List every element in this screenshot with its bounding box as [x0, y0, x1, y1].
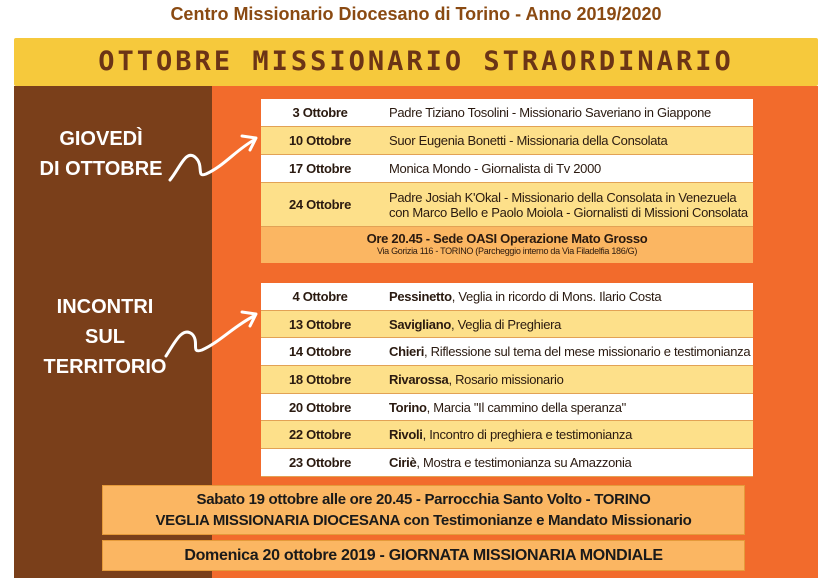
row-detail: , Marcia "Il cammino della speranza" — [426, 399, 626, 415]
vigil-box — [102, 485, 745, 535]
label-incontri-line1: INCONTRI — [56, 296, 154, 318]
row-detail: , Veglia in ricordo di Mons. Ilario Costa — [451, 288, 662, 304]
table-row — [261, 183, 753, 227]
row-place: Pessinetto — [389, 288, 452, 304]
row-detail: , Veglia di Preghiera — [451, 316, 562, 332]
row-desc-line2: con Marco Bello e Paolo Moiola - Giornalisti di Missioni Consolata — [389, 204, 748, 220]
page-title: Centro Missionario Diocesano di Torino - Anno 2019/2020 — [170, 4, 662, 24]
label-incontri-line3: TERRITORIO — [43, 356, 167, 378]
mission-day-text: Domenica 20 ottobre 2019 - GIORNATA MISSIONARIA MONDIALE — [184, 547, 663, 564]
row-place: Savigliano — [389, 316, 452, 332]
row-desc-line1: Padre Josiah K'Okal - Missionario della Consolata in Venezuela — [389, 189, 737, 205]
row-place: Rivarossa — [389, 371, 449, 387]
table-row — [261, 449, 753, 477]
row-detail: , Riflessione sul tema del mese missionario e testimonianza — [424, 344, 751, 360]
row-desc — [379, 317, 753, 332]
venue-main: Ore 20.45 - Sede OASI Operazione Mato Grosso — [366, 231, 648, 246]
row-date: 13 Ottobre — [288, 316, 351, 332]
table-row — [261, 366, 753, 394]
row-place: Ciriè — [389, 454, 417, 470]
row-date: 17 Ottobre — [288, 161, 351, 176]
row-date: 14 Ottobre — [288, 344, 351, 360]
row-date: 3 Ottobre — [292, 105, 348, 120]
table-row — [261, 311, 753, 339]
row-date: 22 Ottobre — [288, 427, 351, 443]
curly-arrow-icon — [162, 306, 262, 360]
label-incontri-line2: SUL — [85, 326, 125, 348]
row-desc — [379, 400, 753, 415]
row-desc — [379, 372, 753, 387]
row-date: 10 Ottobre — [288, 133, 351, 148]
row-date: 4 Ottobre — [292, 288, 348, 304]
table-row — [261, 338, 753, 366]
meetings-table — [261, 283, 753, 477]
row-place: Torino — [389, 399, 427, 415]
label-incontri — [30, 292, 180, 382]
row-place: Chieri — [389, 344, 425, 360]
thursday-table — [261, 99, 753, 263]
mission-day-box — [102, 540, 745, 571]
row-desc — [379, 190, 753, 220]
row-desc — [379, 289, 753, 304]
row-place: Rivoli — [389, 427, 423, 443]
row-desc: Padre Tiziano Tosolini - Missionario Saveriano in Giappone — [389, 105, 711, 120]
banner — [14, 38, 818, 86]
row-desc: Monica Mondo - Giornalista di Tv 2000 — [389, 161, 601, 176]
table-row — [261, 155, 753, 183]
table-row — [261, 127, 753, 155]
label-giovedi — [36, 124, 166, 184]
row-desc — [379, 427, 753, 442]
venue-sub: Via Gorizia 116 - TORINO (Parcheggio interno da Via Filadelfia 186/G) — [376, 246, 638, 256]
table-row — [261, 421, 753, 449]
row-date: 24 Ottobre — [288, 197, 351, 212]
curly-arrow-icon — [166, 128, 262, 184]
table-row — [261, 283, 753, 311]
row-date: 18 Ottobre — [288, 371, 351, 387]
vigil-line1: Sabato 19 ottobre alle ore 20.45 - Parrocchia Santo Volto - TORINO — [196, 491, 651, 508]
row-detail: , Rosario missionario — [448, 371, 564, 387]
row-detail: , Incontro di preghiera e testimonianza — [422, 427, 633, 443]
row-date: 23 Ottobre — [288, 454, 351, 470]
label-giovedi-line1: GIOVEDÌ — [59, 128, 143, 150]
row-desc — [379, 344, 753, 359]
label-giovedi-line2: DI OTTOBRE — [39, 158, 163, 180]
vigil-line2: VEGLIA MISSIONARIA DIOCESANA con Testimonianze e Mandato Missionario — [155, 512, 692, 529]
table-row — [261, 394, 753, 422]
row-detail: , Mostra e testimonianza su Amazzonia — [416, 454, 632, 470]
row-date: 20 Ottobre — [288, 399, 351, 415]
venue-row — [261, 227, 753, 263]
row-desc — [379, 455, 753, 470]
row-desc: Suor Eugenia Bonetti - Missionaria della Consolata — [389, 133, 668, 148]
banner-title: OTTOBRE MISSIONARIO STRAORDINARIO — [98, 46, 734, 77]
table-row — [261, 99, 753, 127]
